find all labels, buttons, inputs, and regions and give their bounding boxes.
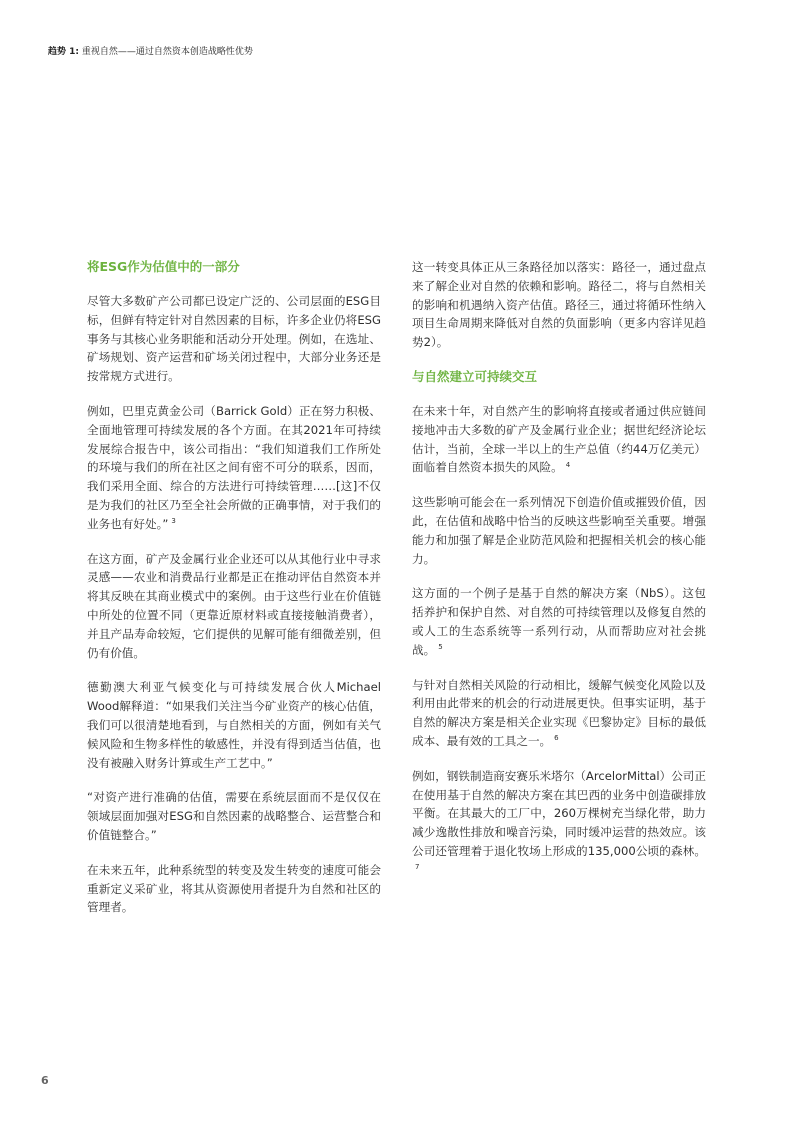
paragraph: 与针对自然相关风险的行动相比，缓解气候变化风险以及利用由此带来的机会的行动进展更快。但事实证明，基于自然的解决方案是相关企业实现《巴黎协定》目标的最低成本、最有效的工具之一。 $^6$ bbox=[412, 677, 706, 748]
trend-label: 趋势 1: bbox=[48, 47, 79, 57]
footnote-ref: 3 bbox=[171, 516, 176, 525]
paragraph: 这方面的一个例子是基于自然的解决方案（NbS）。这包括养护和保护自然、对自然的可持续管理以及修复自然的或人工的生态系统等一系列行动，从而帮助应对社会挑战。 $^5$ bbox=[412, 586, 706, 657]
paragraph: “对资产进行准确的估值，需要在系统层面而不是仅仅在领域层面加强对ESG和自然因素的战略整合、运营整合和价值链整合。” bbox=[87, 790, 381, 842]
paragraph: 在这方面，矿产及金属行业企业还可以从其他行业中寻求灵感——农业和消费品行业都是正在推动评估自然资本并将其反映在其商业模式中的案例。由于这些行业在价值链中所处的位置不同（更靠近原材料或直接接触消费者），并且产品寿命较短，它们提供的见解可能有细微差别，但仍有价值。 bbox=[87, 551, 381, 660]
paragraph: 例如，巴里克黄金公司（Barrick Gold）正在努力积极、全面地管理可持续发展的各个方面。在其2021年可持续发展综合报告中，该公司指出：“我们知道我们工作所处的环境与我们的所在社区之间有密不可分的联系，因而，我们采用全面、综合的方法进行可持续管理……[这]不仅是为我们的社区乃至全社会所做的正确事情，对于我们的业务也有好处。” $^3$ bbox=[87, 403, 381, 531]
footnote-ref: 4 bbox=[565, 460, 571, 469]
paragraph: 在未来十年，对自然产生的影响将直接或者通过供应链间接地冲击大多数的矿产及金属行业企业；据世纪经济论坛估计，当前，全球一半以上的生产总值（约44万亿美元）面临着自然资本损失的风险。 $^4$ bbox=[412, 403, 706, 475]
running-header bbox=[48, 44, 253, 57]
footnote-ref: 5 bbox=[438, 642, 443, 651]
section-heading-esg-valuation: 将ESG作为估值中的一部分 bbox=[87, 259, 240, 274]
paragraph: 这些影响可能会在一系列情况下创造价值或摧毁价值，因此，在估值和战略中恰当的反映这些影响至关重要。增强能力和加强了解是企业防范风险和把握相关机会的核心能力。 bbox=[412, 495, 706, 566]
left-column bbox=[87, 258, 381, 933]
page-number: 6 bbox=[41, 1074, 49, 1087]
paragraph: 尽管大多数矿产公司都已设定广泛的、公司层面的ESG目标，但鲜有特定针对自然因素的目标，许多企业仍将ESG事务与其核心业务职能和活动分开处理。例如，在选址、矿场规划、资产运营和矿场关闭过程中，大部分业务还是按常规方式进行。 bbox=[87, 294, 381, 384]
paragraph: 例如，钢铁制造商安赛乐米塔尔（ArcelorMittal）公司正在使用基于自然的解决方案在其巴西的业务中创造碳排放平衡。在其最大的工厂中，260万棵树充当绿化带，助力减少逸散性排放和噪音污染，同时缓冲运营的热效应。该公司还管理着于退化牧场上形成的135,000公顷的森林。$^7$ bbox=[412, 768, 706, 871]
footnote-ref: 7 bbox=[415, 862, 420, 871]
paragraph: 这一转变具体正从三条路径加以落实：路径一，通过盘点来了解企业对自然的依赖和影响。路径二，将与自然相关的影响和机遇纳入资产估值。路径三，通过将循环性纳入项目生命周期来降低对自然的负面影响（更多内容详见趋势2）。 bbox=[412, 260, 706, 350]
trend-title: 重视自然——通过自然资本创造战略性优势 bbox=[79, 47, 253, 57]
paragraph: 德勤澳大利亚气候变化与可持续发展合伙人Michael Wood解释道：“如果我们关注当今矿业资产的核心估值，我们可以很清楚地看到，与自然相关的方面，例如有关气候风险和生物多样性的敏感性，并没有得到适当估值，也没有被融入财务计算或生产工艺中。” bbox=[87, 680, 381, 770]
footnote-ref: 6 bbox=[554, 734, 559, 743]
section-heading-sustainable-interaction: 与自然建立可持续交互 bbox=[412, 368, 538, 384]
right-column bbox=[412, 258, 706, 896]
paragraph: 在未来五年，此种系统型的转变及发生转变的速度可能会重新定义采矿业，将其从资源使用者提升为自然和社区的管理者。 bbox=[87, 862, 381, 915]
